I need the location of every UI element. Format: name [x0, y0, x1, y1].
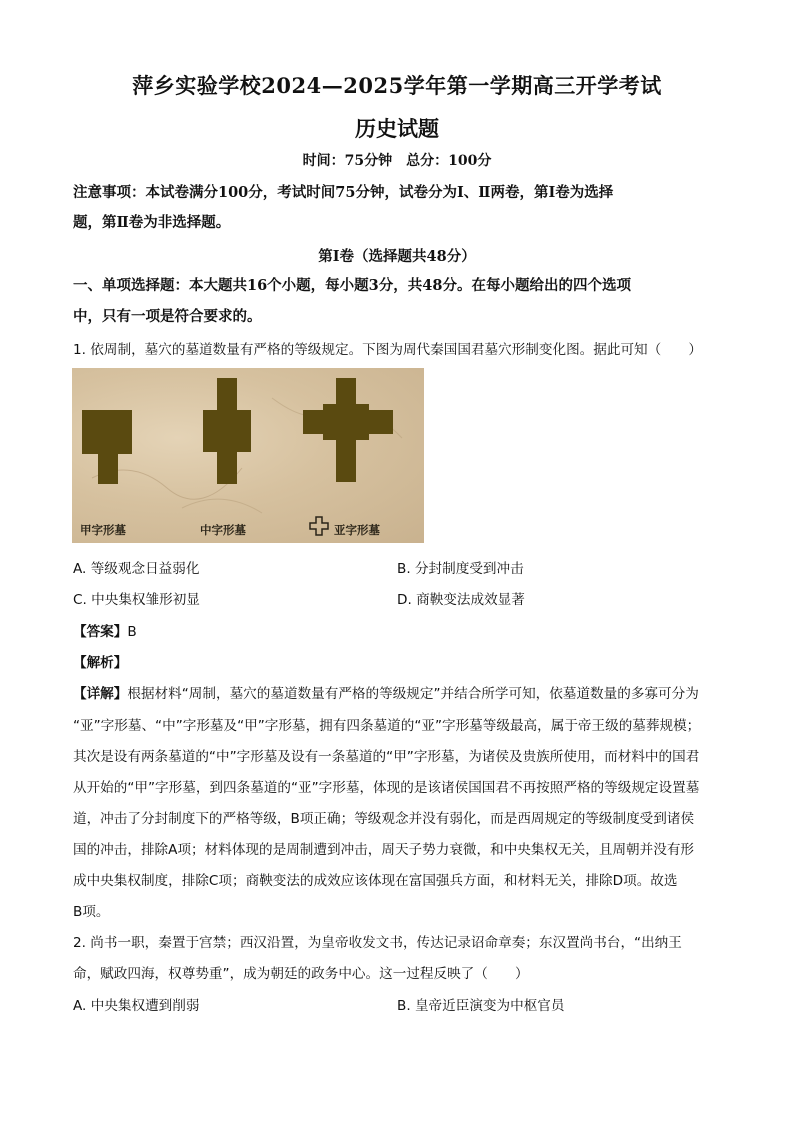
tomb-shape-figure — [72, 368, 424, 543]
subject-title: 历史试题 — [355, 116, 439, 141]
answer-value: B — [127, 624, 137, 640]
q1-detail-line-2: “亚”字形墓、“中”字形墓及“甲”字形墓，拥有四条墓道的“亚”字形墓等级最高，属于帝王级的墓葬规模； — [73, 718, 701, 734]
q1-option-a: A. 等级观念日益弱化 — [73, 561, 200, 577]
answer-tag: 【答案】 — [73, 624, 128, 640]
figure-label-ya: 亚字形墓 — [334, 523, 380, 537]
q1-option-c: C. 中央集权雏形初显 — [73, 592, 200, 608]
part-heading-line-2: 中，只有一项是符合要求的。 — [73, 308, 262, 325]
question-1-stem: 1. 依周制，墓穴的墓道数量有严格的等级规定。下图为周代秦国国君墓穴形制变化图。据此可知（ ） — [73, 342, 703, 358]
q1-analysis-tag — [73, 651, 127, 671]
q1-answer — [73, 620, 137, 640]
question-2-stem-line-2: 命，赋政四海，权尊势重”，成为朝廷的政务中心。这一过程反映了（ ） — [73, 966, 529, 982]
q1-detail-line-5: 道，冲击了分封制度下的严格等级，B项正确；等级观念并没有弱化，而是西周规定的等级制度受到诸侯 — [73, 811, 695, 827]
figure-label-jia: 甲字形墓 — [80, 523, 126, 537]
time-info: 时间：75分钟 总分：100分 — [302, 153, 492, 169]
q1-detail-line-8: B项。 — [73, 904, 110, 920]
ya-shaped-tomb — [303, 378, 393, 482]
tomb-shape-drawing — [72, 368, 424, 543]
q2-option-a: A. 中央集权遭到削弱 — [73, 998, 200, 1014]
zhong-shaped-tomb — [203, 378, 251, 484]
notice-line-1: 注意事项：本试卷满分100分，考试时间75分钟，试卷分为Ⅰ、Ⅱ两卷，第Ⅰ卷为选择 — [73, 184, 614, 201]
q1-detail-line-3: 其次是设有两条墓道的“中”字形墓及设有一条墓道的“甲”字形墓，为诸侯及贵族所使用，而材料中的国君 — [73, 749, 700, 765]
analysis-tag: 【解析】 — [73, 655, 128, 671]
detail-tag: 【详解】 — [73, 686, 128, 702]
jia-shaped-tomb — [82, 410, 132, 484]
q1-detail-line-7: 成中央集权制度，排除C项；商鞅变法的成效应该体现在富国强兵方面，和材料无关，排除D项。故选 — [73, 873, 678, 889]
part-heading-line-1: 一、单项选择题：本大题共16个小题，每小题3分，共48分。在每小题给出的四个选项 — [73, 277, 631, 294]
q1-detail-line-6: 国的冲击，排除A项；材料体现的是周制遭到冲击，周天子势力衰微，和中央集权无关，且周朝并没有形 — [73, 842, 695, 858]
cross-outline-icon — [310, 517, 328, 535]
figure-label-zhong: 中字形墓 — [200, 523, 246, 537]
q1-detail-line-4: 从开始的“甲”字形墓，到四条墓道的“亚”字形墓，体现的是该诸侯国国君不再按照严格的等级规定设置墓 — [73, 780, 700, 796]
q1-option-b: B. 分封制度受到冲击 — [397, 561, 524, 577]
q1-option-d: D. 商鞅变法成效显著 — [397, 592, 525, 608]
exam-title: 萍乡实验学校2024—2025学年第一学期高三开学考试 — [132, 73, 662, 98]
section-title: 第Ⅰ卷（选择题共48分） — [318, 248, 476, 265]
q1-detail-line-1 — [73, 682, 699, 702]
notice-line-2: 题，第Ⅱ卷为非选择题。 — [73, 214, 231, 231]
question-2-stem-line-1: 2. 尚书一职，秦置于宫禁；西汉沿置，为皇帝收发文书，传达记录诏命章奏；东汉置尚书台，“出纳王 — [73, 935, 682, 951]
detail-text-1: 根据材料“周制，墓穴的墓道数量有严格的等级规定”并结合所学可知，依墓道数量的多寡可分为 — [127, 686, 699, 702]
q2-option-b: B. 皇帝近臣演变为中枢官员 — [397, 998, 565, 1014]
